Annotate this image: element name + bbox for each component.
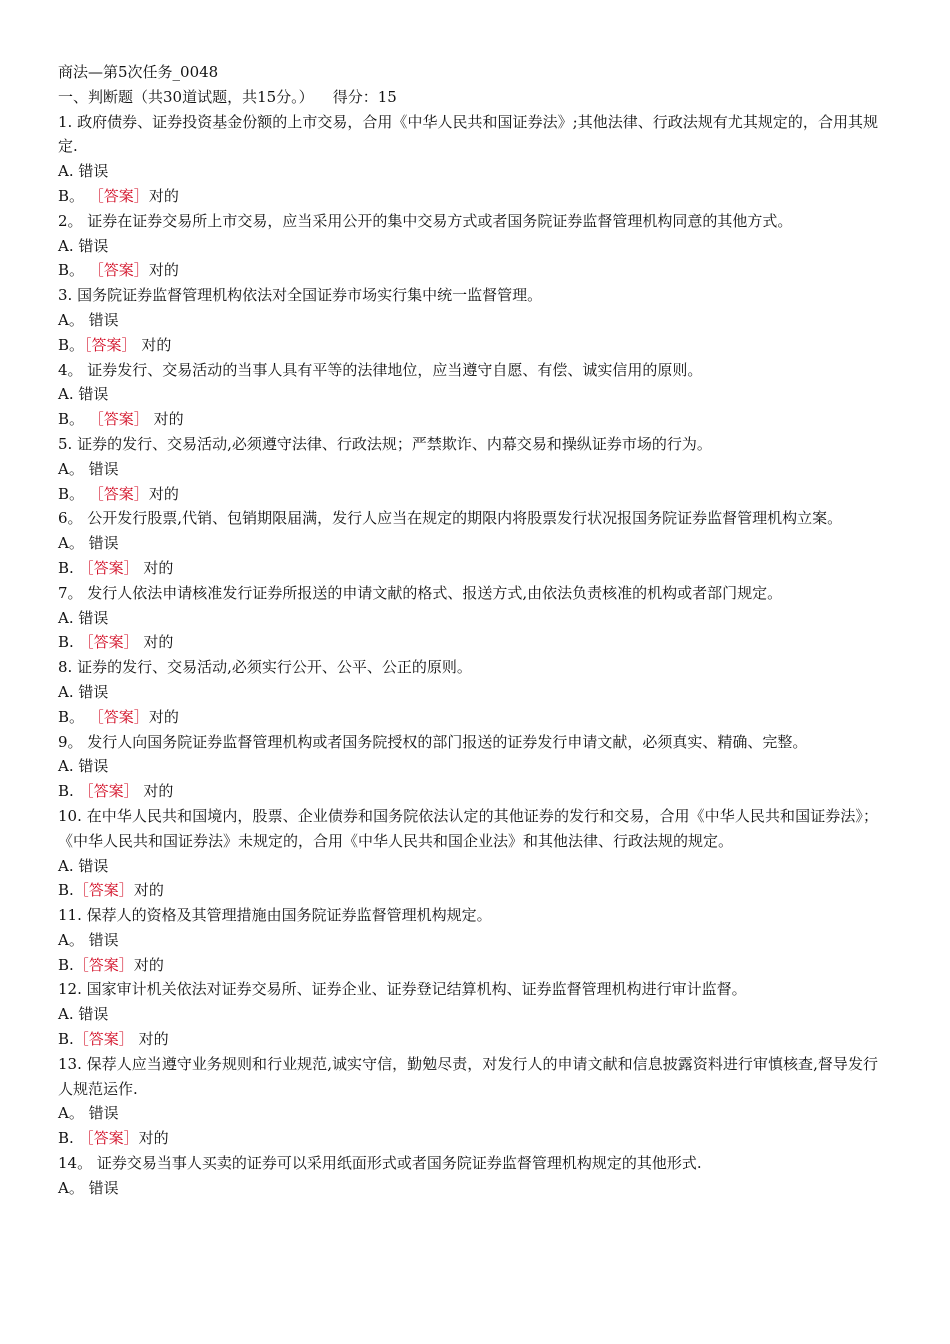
option-a: A。 错误 <box>58 930 119 949</box>
document-title: 商法—第5次任务_0048 <box>58 63 219 81</box>
question-text: 1. 政府债券、证券投资基金份额的上市交易，合用《中华人民共和国证券法》;其他法律、行政法规有尤其规定的，合用其规定. <box>58 112 878 156</box>
option-a: A. 错误 <box>58 682 109 701</box>
option-b-text: 对的 <box>133 955 164 974</box>
question-text: 9。 发行人向国务院证券监督管理机构或者国务院授权的部门报送的证券发行申请文献，必须真实、精确、完整。 <box>58 732 808 751</box>
question-text: 8. 证券的发行、交易活动,必须实行公开、公平、公正的原则。 <box>58 658 472 677</box>
question-text: 14。 证券交易当事人买卖的证券可以采用纸面形式或者国务院证券监督管理机构规定的其他形式. <box>58 1154 702 1173</box>
option-b <box>58 258 878 283</box>
question-text: 12. 国家审计机关依法对证券交易所、证券企业、证券登记结算机构、证券监督管理机构进行审计监督。 <box>58 980 747 999</box>
option-b-prefix: B。 <box>58 261 89 280</box>
option-b-prefix: B. <box>58 1030 74 1049</box>
option-a: A. 错误 <box>58 757 109 776</box>
answer-tag: ［答案］ <box>84 335 137 354</box>
option-b <box>58 333 878 358</box>
option-b <box>58 878 878 903</box>
option-a: A. 错误 <box>58 385 109 404</box>
answer-tag: ［答案］ <box>88 261 149 280</box>
question-text: 5. 证券的发行、交易活动,必须遵守法律、行政法规；严禁欺诈、内幕交易和操纵证券市场的行为。 <box>58 434 712 453</box>
answer-tag: ［答案］ <box>88 186 149 205</box>
option-b <box>58 779 878 804</box>
option-b-text: 对的 <box>148 186 179 205</box>
option-b-text: 对的 <box>133 1030 169 1049</box>
option-b <box>58 556 878 581</box>
option-a: A。 错误 <box>58 1104 119 1123</box>
option-b-prefix: B。 <box>58 186 89 205</box>
option-a: A. 错误 <box>58 162 109 181</box>
question-text: 6。 公开发行股票,代销、包销期限届满，发行人应当在规定的期限内将股票发行状况报国务院证券监督管理机构立案。 <box>58 509 843 528</box>
option-b-text: 对的 <box>148 484 179 503</box>
option-a: A。 错误 <box>58 1178 119 1197</box>
option-b-prefix: B。 <box>58 484 89 503</box>
question-text: 10. 在中华人民共和国境内，股票、企业债券和国务院依法认定的其他证券的发行和交易，合用《中华人民共和国证券法》；《中华人民共和国证券法》未规定的，合用《中华人民共和国企业法》和其他法律、行政法规的规定。 <box>58 806 878 850</box>
option-b-text: 对的 <box>133 881 164 900</box>
option-b <box>58 407 878 432</box>
option-b-text: 对的 <box>138 1129 169 1148</box>
option-a: A. 错误 <box>58 1005 109 1024</box>
option-a: A。 错误 <box>58 459 119 478</box>
option-a: A。 错误 <box>58 534 119 553</box>
option-b-text: 对的 <box>138 633 174 652</box>
question-list <box>58 110 878 1201</box>
option-a: A. 错误 <box>58 236 109 255</box>
option-b-prefix: B. <box>58 955 74 974</box>
answer-tag: ［答案］ <box>88 484 149 503</box>
option-b <box>58 1027 878 1052</box>
question-text: 2。 证券在证券交易所上市交易，应当采用公开的集中交易方式或者国务院证券监督管理机构同意的其他方式。 <box>58 211 793 230</box>
option-b <box>58 184 878 209</box>
option-b-text: 对的 <box>136 335 172 354</box>
option-b <box>58 482 878 507</box>
option-b-prefix: B。 <box>58 707 89 726</box>
answer-tag: ［答案］ <box>78 633 139 652</box>
answer-tag: ［答案］ <box>88 707 149 726</box>
option-b <box>58 953 878 978</box>
document-page <box>58 60 878 1201</box>
question-text: 3. 国务院证券监督管理机构依法对全国证券市场实行集中统一监督管理。 <box>58 286 543 305</box>
option-a: A。 错误 <box>58 310 119 329</box>
option-b-text: 对的 <box>148 707 179 726</box>
option-b <box>58 630 878 655</box>
answer-tag: ［答案］ <box>73 1030 134 1049</box>
answer-tag: ［答案］ <box>78 782 139 801</box>
answer-tag: ［答案］ <box>73 955 134 974</box>
question-text: 4。 证券发行、交易活动的当事人具有平等的法律地位，应当遵守自愿、有偿、诚实信用的原则。 <box>58 360 703 379</box>
option-b <box>58 705 878 730</box>
question-text: 7。 发行人依法申请核准发行证券所报送的申请文献的格式、报送方式,由依法负责核准的机构或者部门规定。 <box>58 583 783 602</box>
option-a: A. 错误 <box>58 608 109 627</box>
answer-tag: ［答案］ <box>88 410 149 429</box>
option-b-text: 对的 <box>148 261 179 280</box>
option-b-prefix: B. <box>58 558 79 577</box>
option-b-prefix: B。 <box>58 410 89 429</box>
option-b-prefix: B. <box>58 782 79 801</box>
option-b-prefix: B. <box>58 633 79 652</box>
answer-tag: ［答案］ <box>73 881 134 900</box>
option-b-text: 对的 <box>138 558 174 577</box>
question-text: 11. 保荐人的资格及其管理措施由国务院证券监督管理机构规定。 <box>58 906 492 925</box>
option-b-prefix: B. <box>58 1129 79 1148</box>
answer-tag: ［答案］ <box>78 1129 139 1148</box>
option-b-text: 对的 <box>148 410 184 429</box>
option-b <box>58 1126 878 1151</box>
question-text: 13. 保荐人应当遵守业务规则和行业规范,诚实守信，勤勉尽责，对发行人的申请文献和信息披露资料进行审慎核查,督导发行人规范运作. <box>58 1054 878 1098</box>
option-a: A. 错误 <box>58 856 109 875</box>
option-b-text: 对的 <box>138 782 174 801</box>
option-b-prefix: B。 <box>58 335 85 354</box>
answer-tag: ［答案］ <box>78 558 139 577</box>
section-heading: 一、判断题（共30道试题，共15分。） 得分：15 <box>58 87 397 106</box>
option-b-prefix: B. <box>58 881 74 900</box>
